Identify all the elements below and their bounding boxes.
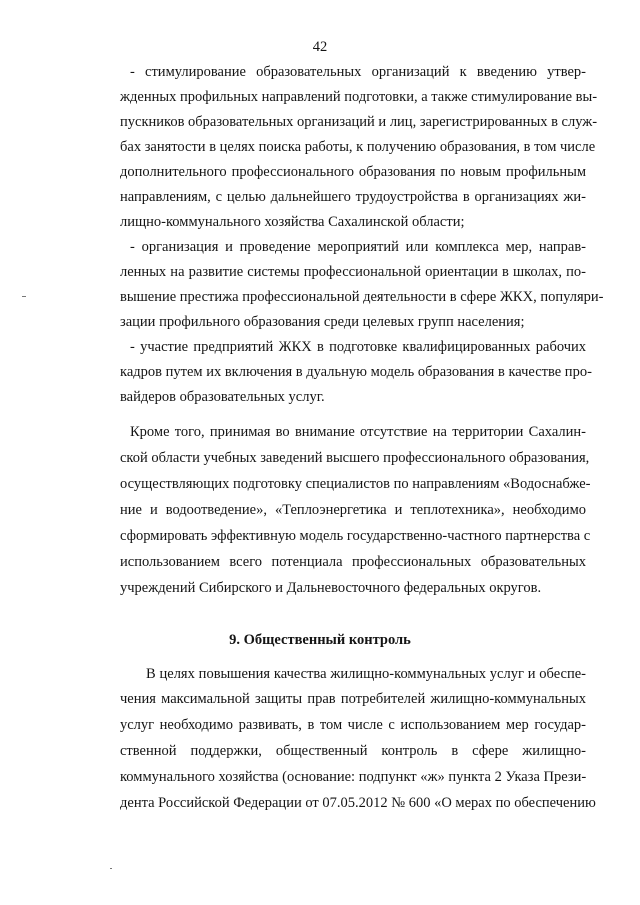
text-line: - организация и проведение мероприятий или комплекса мер, направ- [130,239,586,255]
text-line: пускников образовательных организаций и лиц, зарегистрированных в служ- [120,114,598,130]
text-line: Кроме того, принимая во внимание отсутствие на территории Сахалин- [130,424,586,440]
text-line: чения максимальной защиты прав потребителей жилищно-коммунальных [120,691,586,707]
text-line: дополнительного профессионального образования по новым профильным [120,164,586,180]
text-line: использованием всего потенциала профессиональных образовательных [120,554,586,570]
text-line: осуществляющих подготовку специалистов по направлениям «Водоснабже- [120,476,591,492]
text-line: В целях повышения качества жилищно-коммунальных услуг и обеспе- [146,666,586,682]
text-line: лищно-коммунального хозяйства Сахалинской области; [120,214,465,230]
text-line: коммунального хозяйства (основание: подпункт «ж» пункта 2 Указа Прези- [120,769,587,785]
text-line: дента Российской Федерации от 07.05.2012 № 600 «О мерах по обеспечению [120,795,596,811]
text-line: ние и водоотведение», «Теплоэнергетика и теплотехника», необходимо [120,502,586,518]
page-number: 42 [312,39,328,55]
scan-speck [22,296,26,297]
text-line: ственной поддержки, общественный контроль в сфере жилищно- [120,743,586,759]
text-line: - участие предприятий ЖКХ в подготовке квалифицированных рабочих [130,339,586,355]
text-line: вайдеров образовательных услуг. [120,389,325,405]
scan-speck [110,868,112,869]
text-line: - стимулирование образовательных организаций к введению утвер- [130,64,586,80]
text-line: сформировать эффективную модель государственно-частного партнерства с [120,528,591,544]
section-heading: 9. Общественный контроль [229,632,411,648]
text-line: жденных профильных направлений подготовки, а также стимулирование вы- [120,89,598,105]
text-line: кадров путем их включения в дуальную модель образования в качестве про- [120,364,592,380]
text-line: ской области учебных заведений высшего профессионального образования, [120,450,590,466]
text-line: бах занятости в целях поиска работы, к получению образования, в том числе [120,139,596,155]
text-line: зации профильного образования среди целевых групп населения; [120,314,525,330]
text-line: услуг необходимо развивать, в том числе с использованием мер государ- [120,717,586,733]
text-line: учреждений Сибирского и Дальневосточного федеральных округов. [120,580,542,596]
text-line: направлениям, с целью дальнейшего трудоустройства в организациях жи- [120,189,586,205]
text-line: вышение престижа профессиональной деятельности в сфере ЖКХ, популяри- [120,289,604,305]
text-line: ленных на развитие системы профессиональной ориентации в школах, по- [120,264,586,280]
